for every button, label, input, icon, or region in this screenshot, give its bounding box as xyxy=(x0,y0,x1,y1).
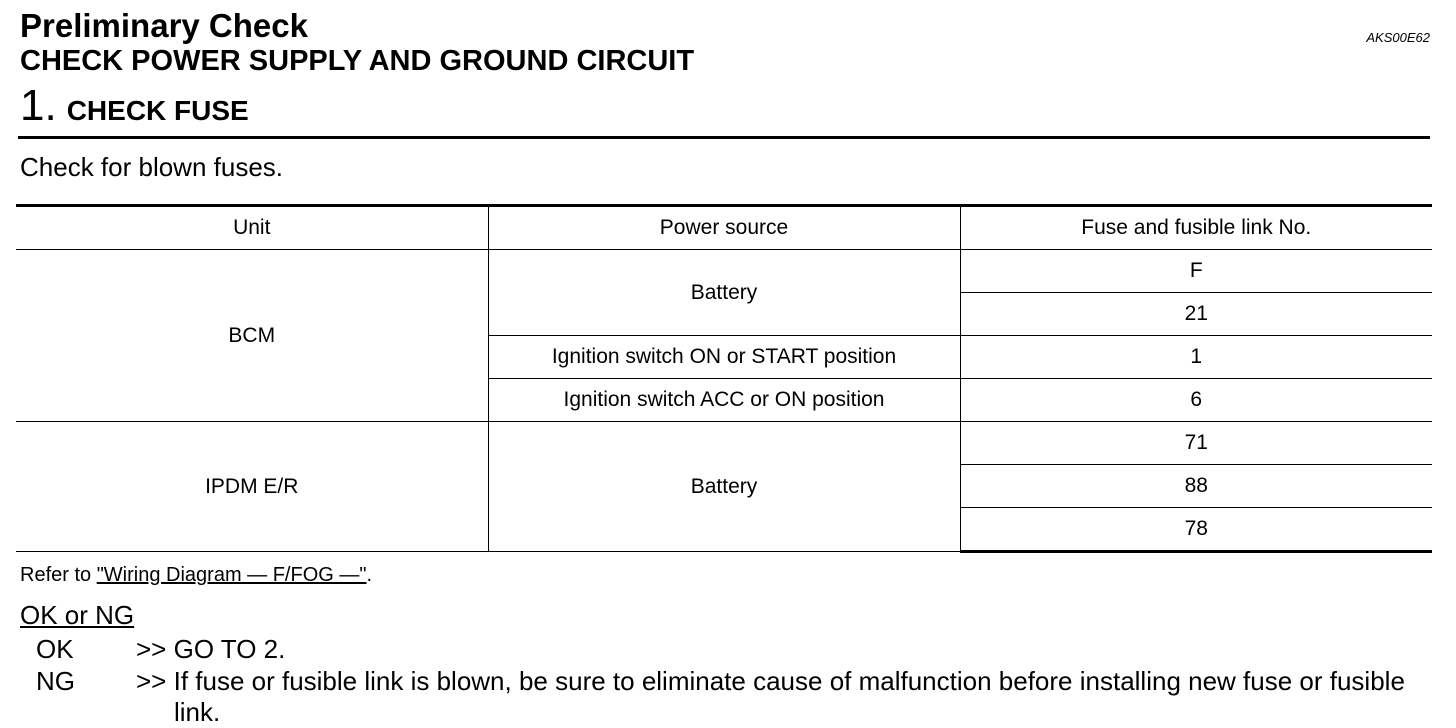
step-heading xyxy=(20,82,1432,130)
step-title: CHECK FUSE xyxy=(66,95,249,126)
fuse-cell: 21 xyxy=(960,293,1432,336)
result-ok xyxy=(36,634,1426,665)
power-source-cell: Ignition switch ON or START position xyxy=(488,336,960,379)
result-ng-key: NG xyxy=(36,666,75,696)
fuse-cell: 1 xyxy=(960,336,1432,379)
power-source-cell: Battery xyxy=(488,422,960,552)
column-header-power-source: Power source xyxy=(488,206,960,250)
power-source-cell: Ignition switch ACC or ON position xyxy=(488,379,960,422)
result-heading: OK or NG xyxy=(20,600,135,630)
table-header-row xyxy=(16,206,1432,250)
fuse-cell: 88 xyxy=(960,465,1432,508)
document-page xyxy=(20,7,1432,727)
power-source-cell: Battery xyxy=(488,250,960,336)
reference-line xyxy=(20,564,372,587)
fuse-cell: 78 xyxy=(960,508,1432,552)
unit-cell: IPDM E/R xyxy=(16,422,488,552)
step-number: 1. xyxy=(20,81,57,130)
wiring-diagram-link[interactable]: "Wiring Diagram — F/FOG —" xyxy=(96,564,367,586)
reference-prefix: Refer to xyxy=(20,564,97,586)
step-divider xyxy=(18,136,1430,139)
fuse-cell: F xyxy=(960,250,1432,293)
step-instruction: Check for blown fuses. xyxy=(20,152,284,182)
page-title: Preliminary Check xyxy=(20,7,308,44)
result-ng xyxy=(36,666,1426,728)
table-row xyxy=(16,250,1432,293)
result-ok-key: OK xyxy=(36,634,74,664)
fuse-cell: 6 xyxy=(960,379,1432,422)
column-header-fuse-no: Fuse and fusible link No. xyxy=(960,206,1432,250)
column-header-unit: Unit xyxy=(16,206,488,250)
unit-cell: BCM xyxy=(16,250,488,422)
fuse-cell: 71 xyxy=(960,422,1432,465)
fuse-table xyxy=(16,204,1432,553)
result-ok-text: >> GO TO 2. xyxy=(136,634,286,664)
reference-suffix: . xyxy=(366,564,373,586)
section-subtitle: CHECK POWER SUPPLY AND GROUND CIRCUIT xyxy=(20,45,695,77)
result-ng-text: >> If fuse or fusible link is blown, be sure to eliminate cause of malfunction before installing new fuse or fusible link. xyxy=(136,666,1405,727)
table-row xyxy=(16,422,1432,465)
document-code: AKS00E62 xyxy=(1366,30,1430,45)
